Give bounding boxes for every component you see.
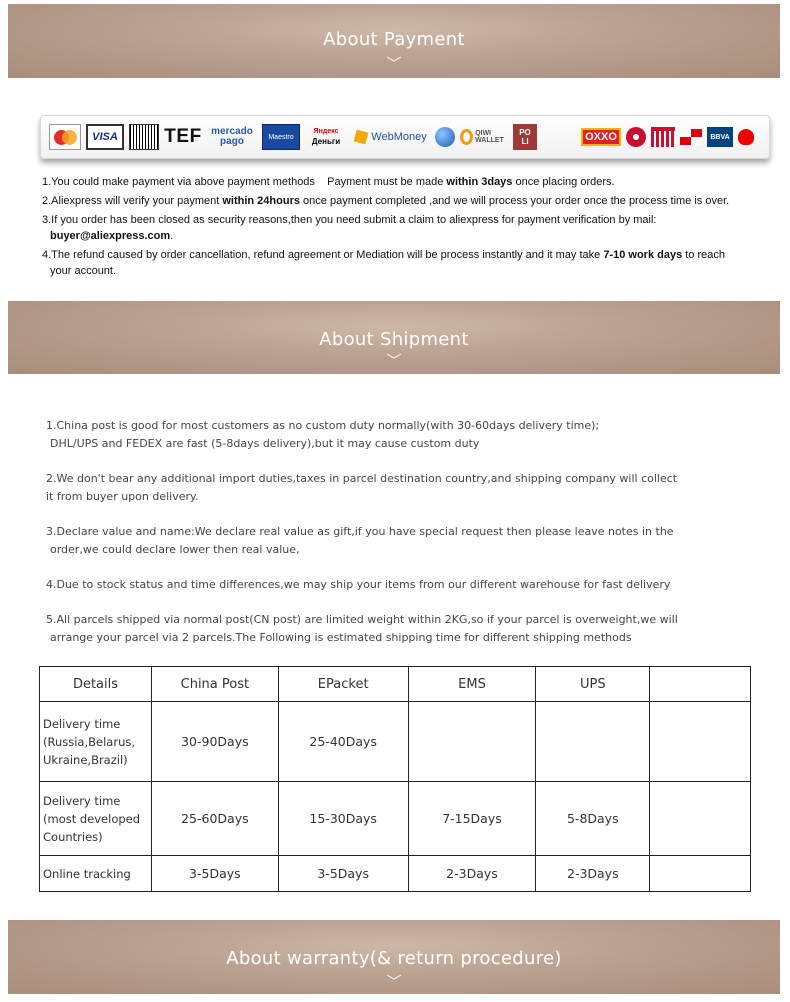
mercado-pago-line1: mercado <box>211 126 253 137</box>
yandex-line2: Деньги <box>311 137 341 146</box>
globe-logo-icon <box>435 127 455 147</box>
table-cell: 2-3Days <box>536 856 650 892</box>
about-shipment-banner <box>8 301 780 374</box>
payment-note-4-text-d: your account. <box>50 265 117 277</box>
column-header: Details <box>40 667 152 702</box>
support-email: buyer@aliexpress.com <box>50 230 171 242</box>
chevron-down-icon <box>386 56 402 62</box>
row-label-line: (most developed <box>43 811 141 826</box>
payment-note-4-text: 4.The refund caused by order cancellation, refund agreement or Mediation will be process instantly and it may take <box>42 249 601 261</box>
table-cell: 25-40Days <box>278 702 408 782</box>
table-row <box>40 782 751 856</box>
payment-note-2 <box>42 193 782 209</box>
oxxo-logo-icon: OXXO <box>581 128 621 146</box>
table-cell: 7-15Days <box>408 782 536 856</box>
shipment-note-1-line1: 1.China post is good for most customers as no custom duty normally(with 30-60days delivery time); <box>46 419 600 432</box>
row-label <box>40 782 152 856</box>
payment-note-4-text-c: to reach <box>685 249 725 261</box>
table-row <box>40 702 751 782</box>
mercado-pago-logo-icon <box>207 124 257 150</box>
table-cell: 15-30Days <box>278 782 408 856</box>
row-label-line: Delivery time <box>43 716 121 731</box>
hsbc-logo-icon <box>680 129 702 145</box>
payment-note-1-bold: within 3days <box>446 176 513 188</box>
yandex-line1: Яндекс <box>313 128 339 135</box>
santander-logo-icon <box>738 129 754 145</box>
chevron-down-icon <box>386 974 402 980</box>
row-label-line: Online tracking <box>43 866 131 881</box>
poli-line1: PO <box>519 128 531 137</box>
shipment-note-2-line1: 2.We don't bear any additional import duties,taxes in parcel destination country,and shipping company will collect <box>46 472 678 485</box>
table-cell: 5-8Days <box>536 782 650 856</box>
column-header <box>650 667 751 702</box>
tef-logo-icon: TEF <box>164 126 202 147</box>
shipment-note-2 <box>46 470 766 506</box>
payment-note-2-text: 2.Aliexpress will verify your payment <box>42 195 220 207</box>
shipment-note-2-line2: it from buyer upon delivery. <box>46 490 199 503</box>
visa-logo-icon: VISA <box>86 124 124 150</box>
row-label-line: Countries) <box>43 829 103 844</box>
row-label-line: Ukraine,Brazil) <box>43 752 128 767</box>
row-label-line: (Russia,Belarus, <box>43 734 135 749</box>
table-header-row <box>40 667 751 702</box>
table-cell: 3-5Days <box>151 856 278 892</box>
about-payment-title: About Payment <box>323 28 465 50</box>
about-shipment-title: About Shipment <box>319 329 469 350</box>
table-cell <box>408 702 536 782</box>
column-header: EPacket <box>278 667 408 702</box>
about-warranty-title: About warranty(& return procedure) <box>226 947 562 969</box>
bank-building-logo-icon <box>651 127 675 147</box>
column-header: China Post <box>151 667 278 702</box>
shipment-note-1-line2: DHL/UPS and FEDEX are fast (5-8days delivery),but it may cause custom duty <box>50 437 480 450</box>
row-label-line: Delivery time <box>43 793 121 808</box>
payment-note-1-text: 1.You could make payment via above payment methods <box>42 176 315 188</box>
row-label <box>40 856 152 892</box>
about-warranty-banner <box>8 920 780 994</box>
table-cell <box>650 782 751 856</box>
payment-note-3-period: . <box>170 230 174 242</box>
chevron-down-icon <box>386 353 402 359</box>
mastercard-logo-icon <box>49 124 81 150</box>
webmoney-label: WebMoney <box>371 131 427 143</box>
webmoney-mark-icon <box>354 130 369 145</box>
shipment-notes <box>46 417 766 664</box>
column-header: UPS <box>536 667 650 702</box>
about-payment-banner <box>8 4 780 78</box>
table-cell: 2-3Days <box>408 856 536 892</box>
payment-note-2-bold: within 24hours <box>222 195 300 207</box>
payment-note-1 <box>42 174 782 190</box>
bank-flower-logo-icon <box>626 127 646 147</box>
table-cell: 30-90Days <box>151 702 278 782</box>
payment-note-1-text-b: Payment must be made <box>327 176 444 188</box>
payment-note-3 <box>42 212 782 244</box>
boleto-logo-icon <box>129 124 159 150</box>
shipment-note-3-line2: order,we could declare lower then real value, <box>50 543 300 556</box>
payment-note-4 <box>42 247 782 279</box>
column-header: EMS <box>408 667 536 702</box>
table-cell <box>650 702 751 782</box>
shipment-note-3-line1: 3.Declare value and name:We declare real value as gift,if you have special request then please leave notes in the <box>46 525 674 538</box>
row-label <box>40 702 152 782</box>
yandex-money-logo-icon <box>305 124 347 150</box>
shipment-note-5 <box>46 611 766 647</box>
table-cell: 3-5Days <box>278 856 408 892</box>
qiwi-wallet-logo-icon <box>460 124 508 150</box>
payment-note-4-bold: 7-10 work days <box>603 249 683 261</box>
shipment-note-3 <box>46 523 766 559</box>
payment-notes <box>42 174 782 282</box>
shipping-time-table <box>39 666 751 892</box>
mercado-pago-line2: pago <box>220 136 244 147</box>
table-cell: 25-60Days <box>151 782 278 856</box>
table-cell <box>536 702 650 782</box>
shipment-note-1 <box>46 417 766 453</box>
shipment-note-4-line1: 4.Due to stock status and time differences,we may ship your items from our different warehouse for fast delivery <box>46 578 671 591</box>
qiwi-mark-icon <box>460 129 473 145</box>
payment-methods-strip <box>40 115 770 159</box>
mexico-flag-icon <box>542 127 576 147</box>
bbva-logo-icon: BBVA <box>707 127 733 147</box>
shipment-note-5-line1: 5.All parcels shipped via normal post(CN post) are limited weight within 2KG,so if your parcel is overweight,we will <box>46 613 678 626</box>
payment-note-2-text-c: once payment completed ,and we will process your order once the process time is over. <box>303 195 730 207</box>
poli-logo-icon <box>513 124 537 150</box>
shipment-note-5-line2: arrange your parcel via 2 parcels.The Following is estimated shipping time for different shipping methods <box>50 631 632 644</box>
payment-note-1-text-d: once placing orders. <box>515 176 615 188</box>
table-row <box>40 856 751 892</box>
shipment-note-4 <box>46 576 766 594</box>
poli-line2: LI <box>521 137 529 146</box>
payment-note-3-text: 3.If you order has been closed as security reasons,then you need submit a claim to aliexpress for payment verification by mail: <box>42 214 657 226</box>
qiwi-label: QIWI WALLET <box>475 130 504 144</box>
maestro-logo-icon: Maestro <box>262 124 300 150</box>
table-cell <box>650 856 751 892</box>
webmoney-logo-icon <box>352 124 430 150</box>
